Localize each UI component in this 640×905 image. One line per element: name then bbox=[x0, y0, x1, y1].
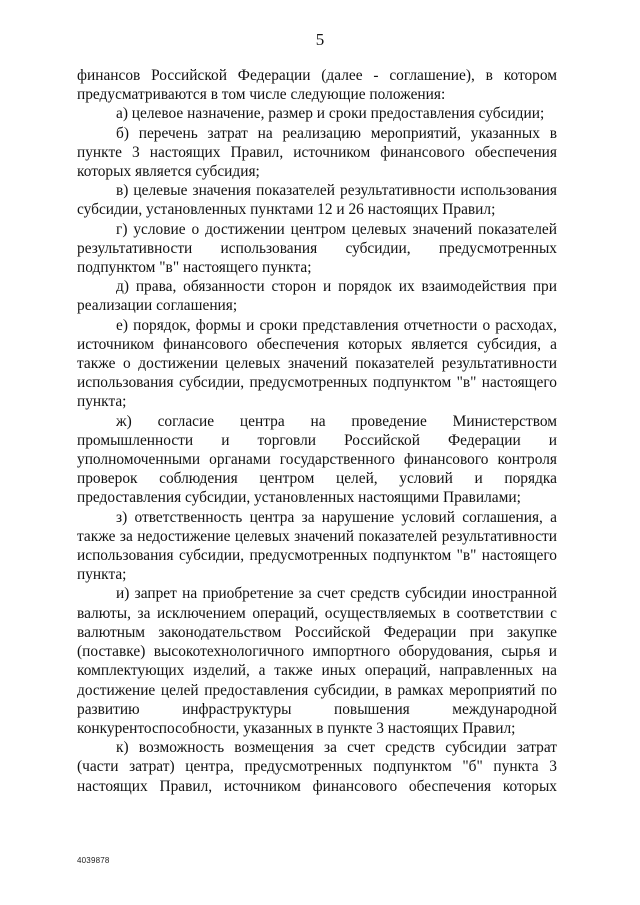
clause-v: в) целевые значения показателей результативности использования субсидии, установленных пунктами 12 и 26 настоящих Правил; bbox=[77, 182, 557, 219]
clause-b: б) перечень затрат на реализацию мероприятий, указанных в пункте 3 настоящих Правил, источником финансового обеспечения которых является субсидия; bbox=[77, 124, 557, 181]
document-body bbox=[77, 66, 557, 796]
clause-d: д) права, обязанности сторон и порядок их взаимодействия при реализации соглашения; bbox=[77, 278, 557, 315]
document-code: 4039878 bbox=[77, 856, 110, 865]
page-number: 5 bbox=[315, 30, 325, 49]
intro-paragraph: финансов Российской Федерации (далее - соглашение), в котором предусматриваются в том числе следующие положения: bbox=[77, 67, 557, 104]
clause-z: з) ответственность центра за нарушение условий соглашения, а также за недостижение целевых значений показателей результативности использования субсидии, предусмотренных подпунктом "в" настоящего пункта; bbox=[77, 508, 557, 584]
clause-i: и) запрет на приобретение за счет средств субсидии иностранной валюты, за исключением операций, осуществляемых в соответствии с валютным законодательством Российской Федерации при закупке (поставке) высокотехнологичного импортного оборудования, сырья и комплектующих изделий, а также иных операций, направленных на достижение целей предоставления субсидии, в рамках мероприятий по развитию инфраструктуры повышения международной конкурентоспособности, указанных в пункте 3 настоящих Правил; bbox=[77, 585, 557, 737]
clause-a: а) целевое назначение, размер и сроки предоставления субсидии; bbox=[116, 105, 545, 123]
clause-k: к) возможность возмещения за счет средств субсидии затрат (части затрат) центра, предусмотренных подпунктом "б" пункта 3 настоящих Правил, источником финансового обеспечения которых bbox=[77, 739, 557, 795]
clause-g: г) условие о достижении центром целевых значений показателей результативности использования субсидии, предусмотренных подпунктом "в" настоящего пункта; bbox=[77, 220, 557, 277]
clause-zh: ж) согласие центра на проведение Министерством промышленности и торговли Российской Федерации и уполномоченными органами государственного финансового контроля проверок соблюдения центром целей, условий и порядка предоставления субсидии, установленных настоящими Правилами; bbox=[77, 412, 557, 507]
clause-e: е) порядок, формы и сроки представления отчетности о расходах, источником финансового обеспечения которых является субсидия, а также о достижении целевых значений показателей результативности использования субсидии, предусмотренных подпунктом "в" настоящего пункта; bbox=[77, 316, 557, 411]
